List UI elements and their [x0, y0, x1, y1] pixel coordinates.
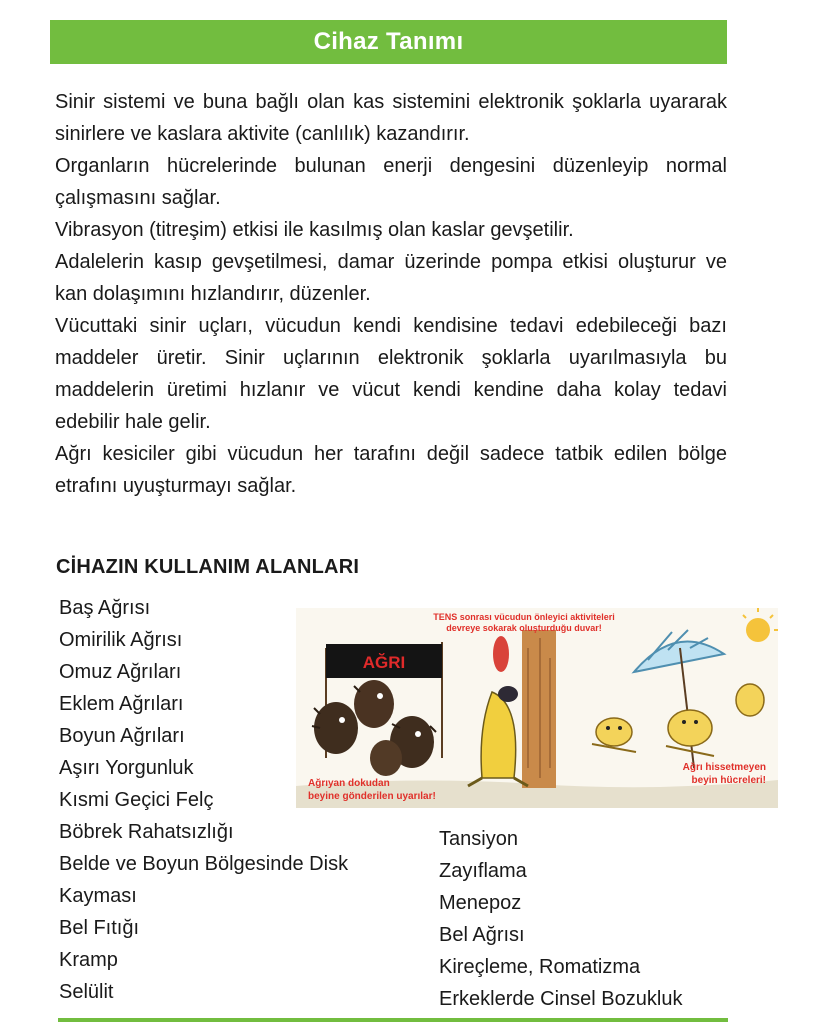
usage-item: Böbrek Rahatsızlığı — [59, 821, 234, 843]
pain-banner-text: AĞRI — [362, 653, 406, 672]
usage-item: Menepoz — [439, 892, 522, 914]
usage-item: Selülit — [59, 981, 114, 1003]
description-paragraph: Sinir sistemi ve buna bağlı olan kas sistemini elektronik şoklarla uyararak sinirlere ve kaslara aktivite (canlılık) kazandırır. — [55, 91, 727, 145]
protective-wall — [522, 630, 556, 788]
usage-item: Eklem Ağrıları — [59, 693, 184, 715]
usage-item: Omuz Ağrıları — [59, 661, 182, 683]
usage-item: Tansiyon — [439, 828, 518, 850]
usage-item: Boyun Ağrıları — [59, 725, 185, 747]
usage-item: Omirilik Ağrısı — [59, 629, 183, 651]
caption-brain-line1: Ağrı hissetmeyen — [682, 762, 766, 773]
caption-wall-line1: TENS sonrası vücudun önleyici aktiviteleri — [433, 612, 615, 622]
usage-item: Kramp — [59, 949, 118, 971]
description-paragraph: Vibrasyon (titreşim) etkisi ile kasılmış olan kaslar gevşetilir. — [55, 219, 574, 241]
tens-illustration — [296, 608, 778, 808]
footer-divider — [58, 1018, 728, 1022]
usage-item: Kireçleme, Romatizma — [439, 956, 641, 978]
section-title: Cihaz Tanımı — [313, 28, 464, 55]
description-paragraph: Organların hücrelerinde bulunan enerji dengesini düzenleyip normal çalışmasını sağlar. — [55, 155, 727, 209]
usage-list-right — [439, 823, 682, 1015]
usage-heading: CİHAZIN KULLANIM ALANLARI — [56, 556, 360, 578]
caption-pain-line1: Ağrıyan dokudan — [308, 778, 390, 789]
section-title-banner — [50, 20, 727, 64]
caption-pain-line2: beyine gönderilen uyarılar! — [308, 791, 436, 802]
usage-item: Belde ve Boyun Bölgesinde Disk — [59, 853, 349, 875]
usage-item: Kayması — [59, 885, 137, 907]
usage-item: Bel Ağrısı — [439, 924, 525, 946]
usage-item: Baş Ağrısı — [59, 597, 151, 619]
usage-item: Aşırı Yorgunluk — [59, 757, 194, 779]
usage-item: Kısmi Geçici Felç — [59, 789, 214, 811]
usage-item: Bel Fıtığı — [59, 917, 140, 939]
description-paragraph: Adalelerin kasıp gevşetilmesi, damar üzerinde pompa etkisi oluşturur ve kan dolaşımını hızlandırır, düzenler. — [55, 251, 727, 305]
caption-wall-line2: devreye sokarak oluşturduğu duvar! — [446, 623, 602, 633]
device-description — [55, 86, 727, 502]
usage-item: Zayıflama — [439, 860, 527, 882]
caption-brain-line2: beyin hücreleri! — [691, 775, 766, 786]
description-paragraph: Ağrı kesiciler gibi vücudun her tarafını değil sadece tatbik edilen bölge etrafını uyuşturmayı sağlar. — [55, 443, 727, 497]
description-paragraph: Vücuttaki sinir uçları, vücudun kendi kendisine tedavi edebileceği bazı maddeler üretir. Sinir uçlarının elektronik şoklarla uyarılmasıyla bu maddelerin üretimi hızlanır ve vücut kendi kendine daha kolay tedavi edebilir hale gelir. — [55, 315, 727, 433]
usage-item: Erkeklerde Cinsel Bozukluk — [439, 988, 683, 1010]
